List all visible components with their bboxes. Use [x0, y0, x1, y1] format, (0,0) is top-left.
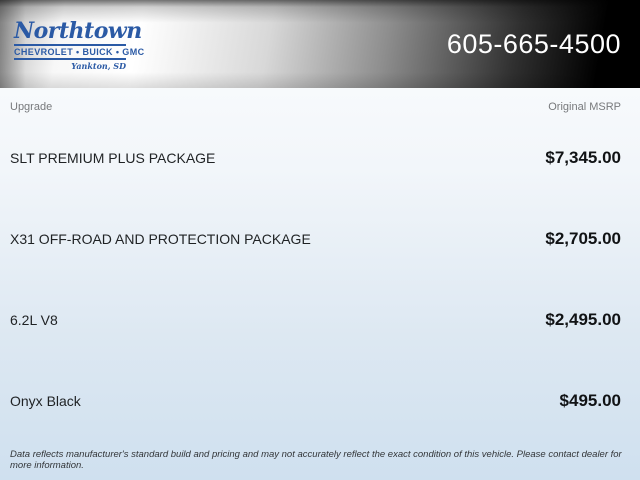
dealer-brands: CHEVROLET • BUICK • GMC: [14, 44, 126, 60]
upgrade-label: SLT PREMIUM PLUS PACKAGE: [10, 149, 216, 166]
dealer-name: Northtown: [14, 17, 142, 44]
dealer-logo: [14, 17, 145, 71]
upgrade-price: $2,495.00: [545, 309, 621, 329]
table-column-headers: [0, 88, 640, 117]
upgrade-label: 6.2L V8: [10, 311, 58, 328]
upgrade-row-x31-offroad: [0, 198, 640, 279]
upgrade-row-engine: [0, 279, 640, 360]
column-header-upgrade: Upgrade: [10, 101, 53, 113]
disclaimer-text: Data reflects manufacturer's standard build and pricing and may not accurately reflect the exact condition of this vehicle. Please contact dealer for more information.: [10, 449, 622, 471]
dealer-header: [0, 0, 640, 88]
disclaimer-footer: [0, 441, 640, 480]
upgrade-label: Onyx Black: [10, 392, 81, 409]
dealer-phone-number: 605-665-4500: [446, 28, 621, 59]
upgrade-row-slt-premium: [0, 117, 640, 198]
upgrade-price: $495.00: [559, 390, 621, 410]
dealer-location: Yankton, SD: [71, 60, 126, 71]
upgrades-pricing-table: [0, 88, 640, 441]
upgrade-row-color: [0, 360, 640, 441]
upgrade-price: $7,345.00: [545, 147, 621, 167]
upgrade-label: X31 OFF-ROAD AND PROTECTION PACKAGE: [10, 230, 311, 247]
column-header-original-msrp: Original MSRP: [548, 101, 621, 113]
upgrade-price: $2,705.00: [545, 228, 621, 248]
